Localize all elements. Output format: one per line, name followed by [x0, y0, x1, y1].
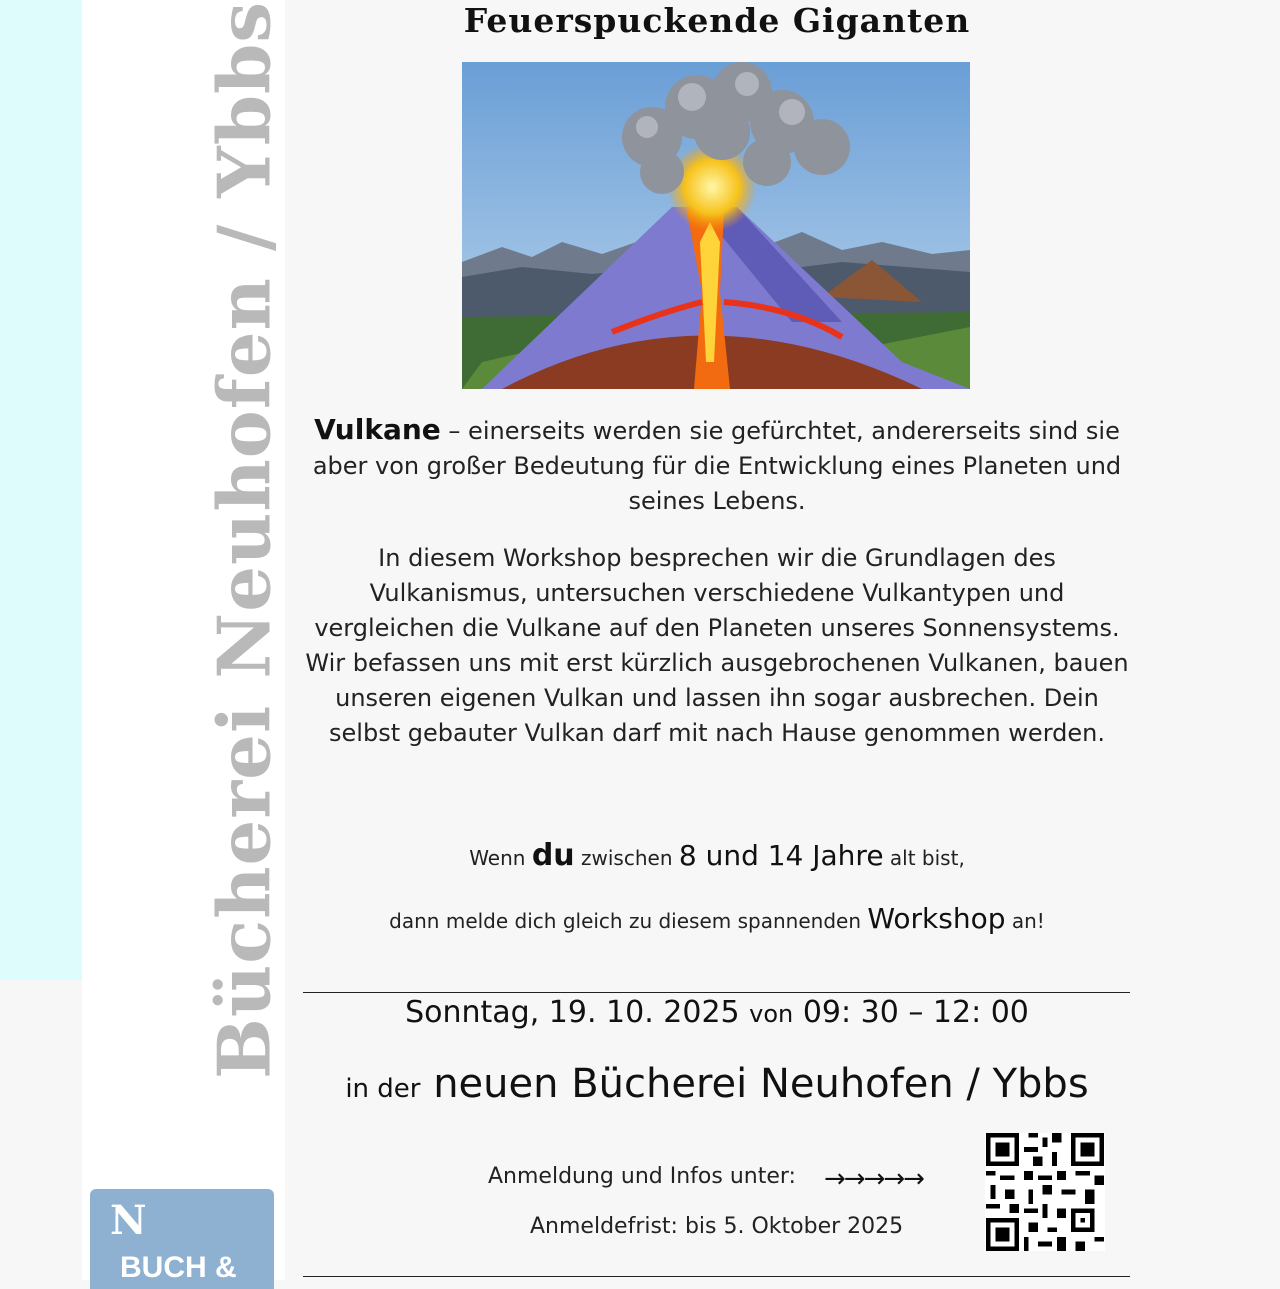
- venue-prefix: in der: [345, 1074, 421, 1104]
- qr-code-icon[interactable]: [985, 1133, 1105, 1251]
- divider-bottom: [303, 1276, 1130, 1277]
- event-venue: [300, 1054, 1134, 1119]
- age-line-zwischen: zwischen: [581, 846, 673, 870]
- poster-title: Feuerspuckende Giganten: [463, 1, 971, 40]
- age-line: [300, 838, 1134, 873]
- workshop-description: In diesem Workshop besprechen wir die Grundlagen des Vulkanismus, untersuchen verschiedene Vulkantypen und vergleichen die Vulkane auf den Planeten unseres Sonnensystems. Wir befassen uns mit erst kürzlich ausgebrochenen Vulkanen, bauen unseren eigenen Vulkan und lassen ihn sogar ausbrechen. Dein selbst gebauter Vulkan darf mit nach Hause genommen werden.: [305, 544, 1129, 747]
- age-range: 8 und 14 Jahre: [678, 839, 884, 872]
- signup-text: dann melde dich gleich zu diesem spannenden: [389, 909, 861, 933]
- age-line-wenn: Wenn: [469, 846, 526, 870]
- event-date: [300, 993, 1134, 1034]
- event-time: 09: 30 – 12: 00: [802, 995, 1029, 1030]
- volcano-illustration: [462, 62, 970, 389]
- registration-deadline: Anmeldefrist: bis 5. Oktober 2025: [530, 1214, 904, 1239]
- intro-lead-word: Vulkane: [314, 413, 441, 446]
- intro-text: – einerseits werden sie gefürchtet, andererseits sind sie aber von großer Bedeutung für die Entwicklung eines Planeten und seines Lebens.: [312, 417, 1122, 515]
- arrows-icon: →→→→→: [824, 1164, 923, 1194]
- event-von: von: [749, 1000, 794, 1028]
- intro-paragraph: [300, 412, 1134, 519]
- signup-workshop: Workshop: [867, 902, 1006, 935]
- left-background-strip: [0, 0, 82, 980]
- registration-label: Anmeldung und Infos unter:: [488, 1164, 796, 1189]
- library-logo: [90, 1189, 274, 1289]
- signup-line: [300, 902, 1134, 935]
- age-line-du: du: [531, 838, 575, 873]
- venue-name: neuen Bücherei Neuhofen / Ybbs: [433, 1061, 1089, 1107]
- logo-letter: N: [110, 1197, 147, 1244]
- vertical-library-title: Bücherei Neuhofen / Ybbs: [201, 1, 287, 1079]
- signup-an: an!: [1011, 909, 1045, 933]
- logo-text: BUCH &: [120, 1251, 237, 1284]
- age-line-alt-bist: alt bist,: [889, 846, 965, 870]
- event-date-value: Sonntag, 19. 10. 2025: [405, 995, 740, 1030]
